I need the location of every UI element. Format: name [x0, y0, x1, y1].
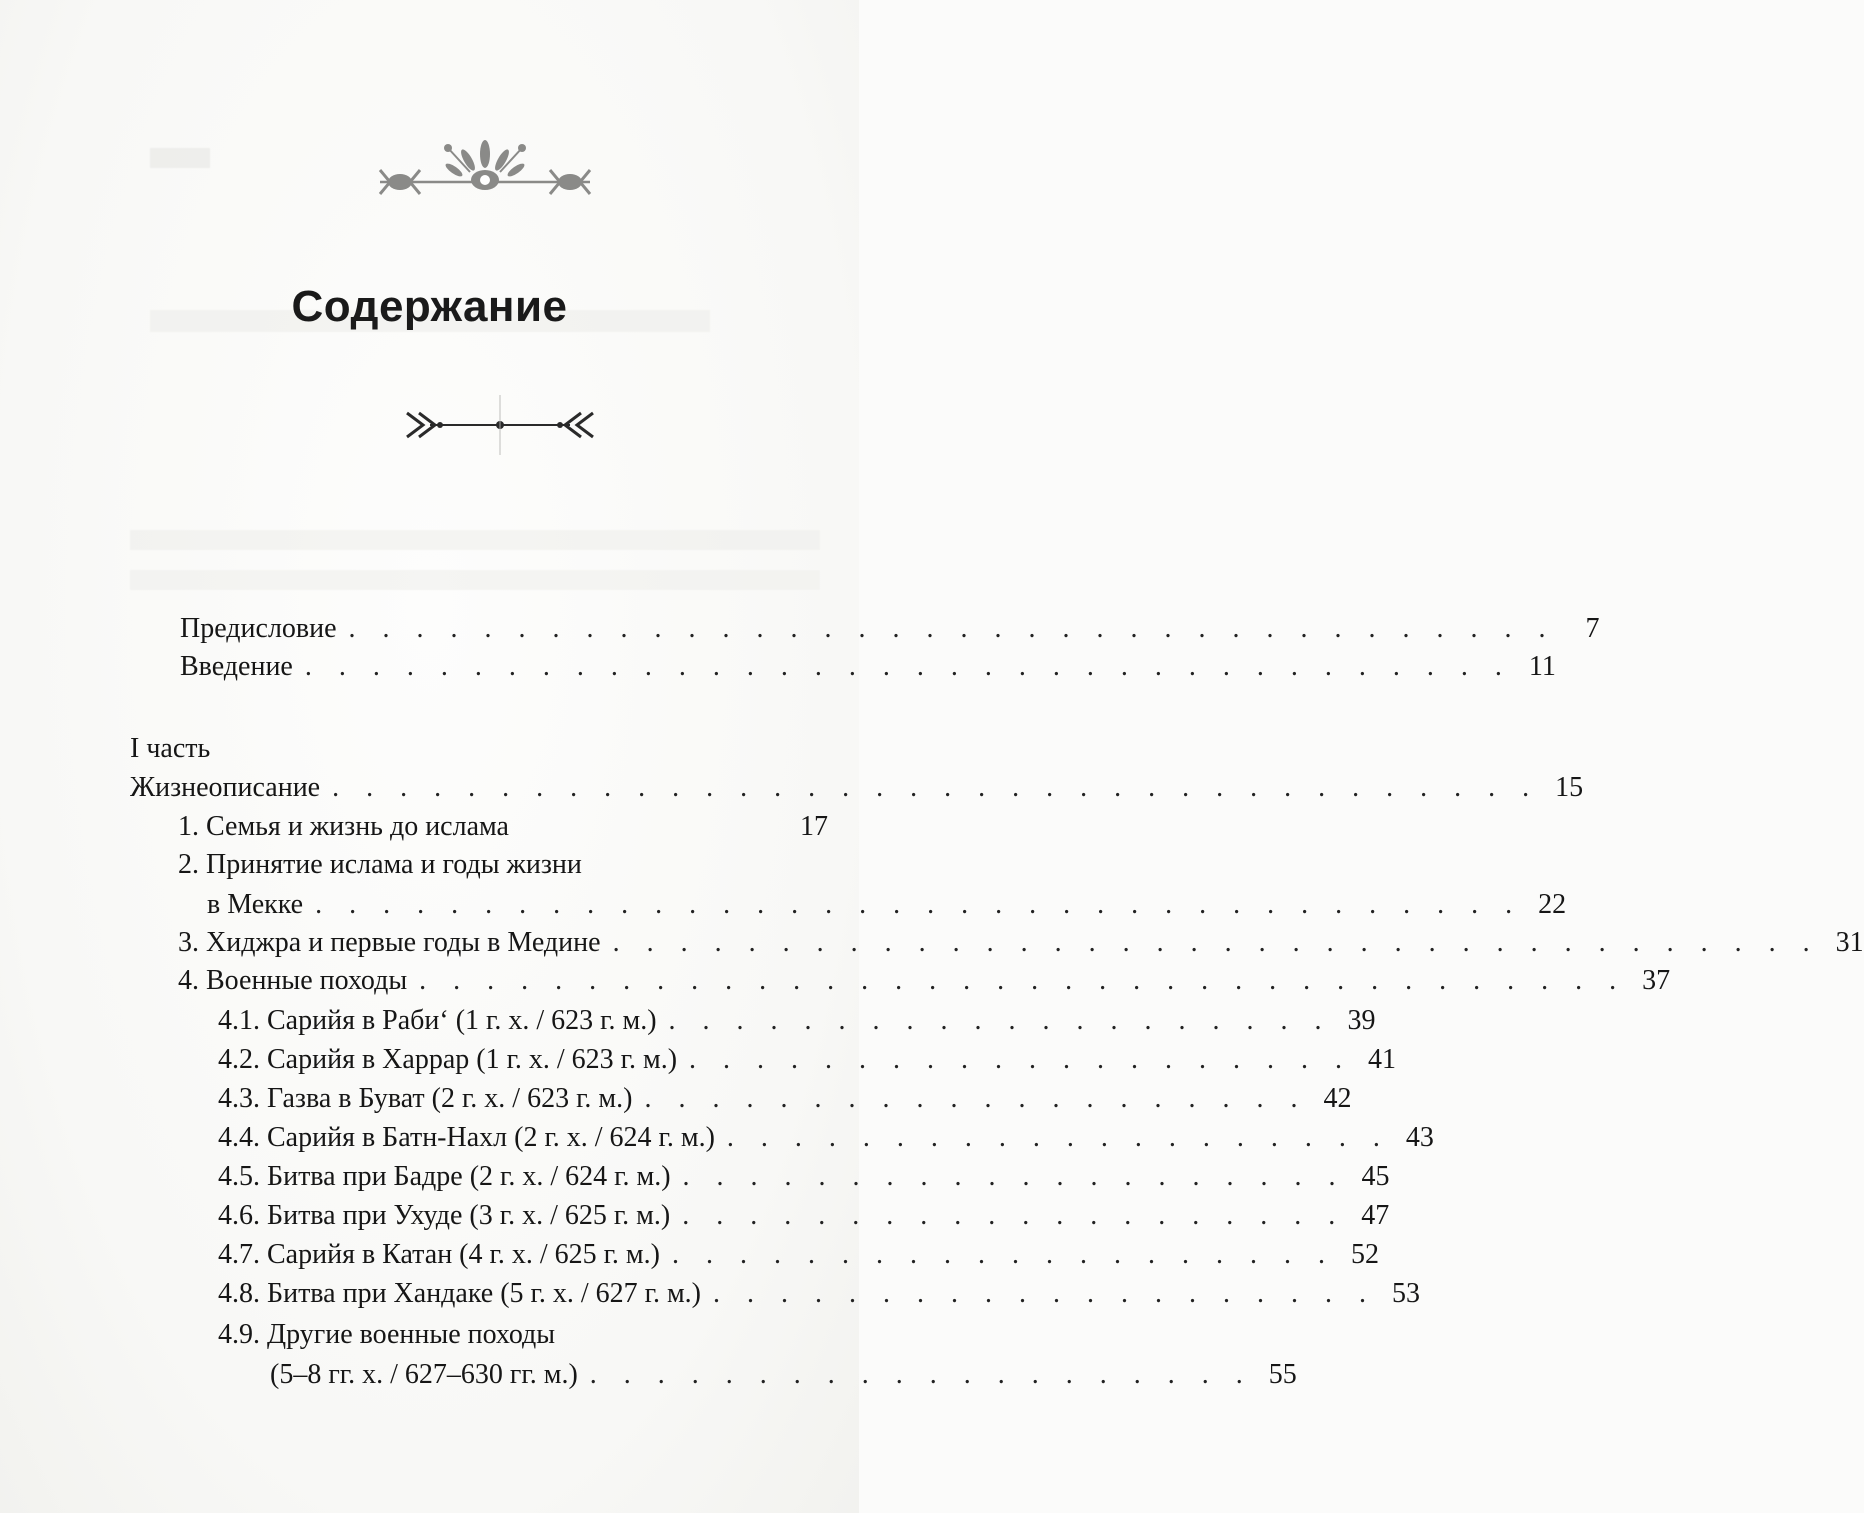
- toc-entry-label: Предисловие: [180, 613, 337, 644]
- toc-entry-section-4-3[interactable]: [218, 1082, 1352, 1116]
- leader-dots: . . . . . . . . . . . . . . . . . . . .: [682, 1200, 1346, 1231]
- toc-entry-page: 52: [1350, 1239, 1379, 1270]
- toc-entry-section-4-9[interactable]: [270, 1358, 1297, 1392]
- toc-entry-label: Жизнеописание: [130, 772, 321, 803]
- toc-entry-label: 4.1. Сарийя в Раби‘ (1 г. х. / 623 г. м.): [218, 1005, 657, 1036]
- leader-dots: . . . . . . . . . . . . . . . . . . . .: [682, 1161, 1346, 1192]
- toc-entry-page: 41: [1368, 1044, 1397, 1075]
- toc-entry-chapter-2[interactable]: [207, 888, 1567, 922]
- toc-entry-chapter-3[interactable]: [178, 926, 1864, 960]
- toc-entry-label: 1. Семья и жизнь до ислама: [178, 811, 509, 842]
- page-title: Содержание: [291, 282, 568, 331]
- toc-entry-section-4-2[interactable]: [218, 1043, 1397, 1077]
- toc-entry-page: 37: [1642, 965, 1671, 996]
- toc-entry-label: 4.4. Сарийя в Батн-Нахл (2 г. х. / 624 г. м.): [218, 1122, 715, 1153]
- toc-entry-label: 4.2. Сарийя в Харрар (1 г. х. / 623 г. м.): [218, 1044, 678, 1075]
- toc-entry-page: 22: [1538, 889, 1567, 920]
- toc-entry-part-title[interactable]: [130, 771, 1584, 805]
- leader-dots: . . . . . . . . . . . . . . . . . . . .: [713, 1278, 1376, 1309]
- toc-entry-page: 42: [1323, 1083, 1352, 1114]
- toc-entry-preface[interactable]: [180, 612, 1600, 646]
- toc-entry-page: 11: [1528, 651, 1556, 682]
- toc-entry-page: 45: [1361, 1161, 1390, 1192]
- toc-entry-label: Введение: [180, 651, 293, 682]
- toc-entry-page: 17: [800, 811, 828, 842]
- leader-dots: . . . . . . . . . . . . . . . . . . . .: [668, 1005, 1332, 1036]
- toc-entry-page: 47: [1361, 1200, 1390, 1231]
- part-heading: I часть: [130, 733, 211, 764]
- leader-dots: . . . . . . . . . . . . . . . . . . . . . . . . . . . . . . . . . . . .: [304, 651, 1512, 682]
- leader-dots: . . . . . . . . . . . . . . . . . . . . . . . . . . . . . . . . . . . .: [315, 889, 1523, 920]
- toc-entry-page: 53: [1392, 1278, 1420, 1309]
- leader-dots: . . . . . . . . . . . . . . . . . . . . . . . . . . . . . . . . . . . .: [419, 965, 1627, 996]
- leader-dots: . . . . . . . . . . . . . . . . . . . .: [726, 1122, 1390, 1153]
- leader-dots: . . . . . . . . . . . . . . . . . . . .: [671, 1239, 1335, 1270]
- leader-dots: . . . . . . . . . . . . . . . . . . . . . . . . . . . . . . . . . . . .: [332, 772, 1540, 803]
- toc-entry-page: 7: [1585, 613, 1600, 644]
- leader-dots: . . . . . . . . . . . . . . . . . . . .: [689, 1044, 1353, 1075]
- toc-entry-label: 4.7. Сарийя в Катан (4 г. х. / 625 г. м.): [218, 1239, 660, 1270]
- toc-entry-introduction[interactable]: [180, 650, 1556, 684]
- toc-entry-page: 39: [1347, 1005, 1376, 1036]
- toc-entry-label: 4.6. Битва при Ухуде (3 г. х. / 625 г. м.): [218, 1200, 671, 1231]
- toc-entry-section-4-1[interactable]: [218, 1004, 1376, 1038]
- toc-entry-label: 3. Хиджра и первые годы в Медине: [178, 927, 601, 958]
- toc-entry-label: 4.5. Битва при Бадре (2 г. х. / 624 г. м.): [218, 1161, 671, 1192]
- toc-entry-section-4-5[interactable]: [218, 1160, 1390, 1194]
- toc-entry-chapter-4[interactable]: [178, 964, 1671, 998]
- leader-dots: . . . . . . . . . . . . . . . . . . . . . . . . . . . . . . . . . . . .: [348, 613, 1556, 644]
- toc-entry-chapter-2-line1[interactable]: 2. Принятие ислама и годы жизни: [178, 849, 582, 880]
- toc-entry-chapter-1[interactable]: [178, 810, 828, 844]
- toc-entry-label: в Мекке: [207, 889, 304, 920]
- toc-entry-label: 4.3. Газва в Буват (2 г. х. / 623 г. м.): [218, 1083, 633, 1114]
- toc-entry-section-4-9-line1[interactable]: 4.9. Другие военные походы: [218, 1319, 556, 1350]
- toc-entry-page: 31: [1835, 927, 1864, 958]
- toc-entry-section-4-4[interactable]: [218, 1121, 1434, 1155]
- toc-entry-section-4-8[interactable]: [218, 1277, 1420, 1311]
- toc-entry-page: 15: [1555, 772, 1584, 803]
- toc-entry-page: 43: [1405, 1122, 1434, 1153]
- toc-entry-label: 4.8. Битва при Хандаке (5 г. х. / 627 г. м.): [218, 1278, 701, 1309]
- toc-entry-section-4-7[interactable]: [218, 1238, 1379, 1272]
- leader-dots: . . . . . . . . . . . . . . . . . . . .: [644, 1083, 1308, 1114]
- leader-dots: . . . . . . . . . . . . . . . . . . . . . . . . . . . . . . . . . . . .: [612, 927, 1820, 958]
- leader-dots: . . . . . . . . . . . . . . . . . . . .: [589, 1359, 1253, 1390]
- toc-entry-section-4-6[interactable]: [218, 1199, 1390, 1233]
- toc-entry-label: 4. Военные походы: [178, 965, 408, 996]
- toc-entry-page: 55: [1268, 1359, 1297, 1390]
- toc-entry-label: (5–8 гг. х. / 627–630 гг. м.): [270, 1359, 578, 1390]
